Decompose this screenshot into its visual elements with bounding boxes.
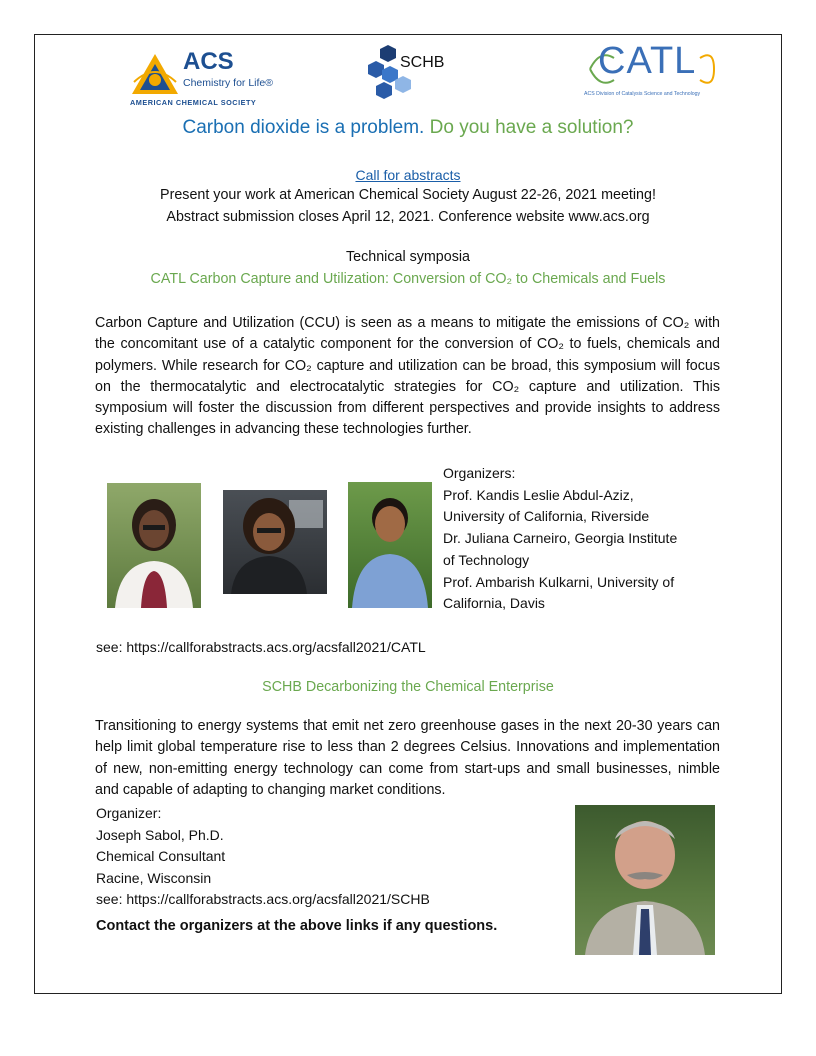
organizer-photo-sabol [575,805,715,955]
call-for-abstracts-link[interactable]: Call for abstracts [355,167,461,183]
catl-logo [582,40,722,104]
call-line-1: Present your work at American Chemical Society August 22-26, 2021 meeting! [160,187,656,203]
call-line-2: Abstract submission closes April 12, 2021. Conference website www.acs.org [166,209,650,225]
schb-organizer-name: Joseph Sabol, Ph.D. [96,826,224,843]
headline-part1: Carbon dioxide is a problem. [182,117,425,138]
schb-organizer-block [96,803,430,911]
schb-organizer-role: Chemical Consultant [96,848,226,865]
organizer-3-line-1: Prof. Ambarish Kulkarni, University of [443,573,675,590]
organizers-label: Organizers: [443,465,516,481]
schb-hexagons-icon [368,44,418,100]
organizer-1-line-2: University of California, Riverside [443,508,650,525]
schb-organizer-label: Organizer: [96,805,162,821]
catl-title: CATL Carbon Capture and Utilization: Conversion of CO₂ to Chemicals and Fuels [150,271,666,287]
catl-organizers [443,463,733,615]
headline [0,117,816,139]
headline-part2: Do you have a solution? [429,117,634,138]
schb-see-link[interactable]: see: https://callforabstracts.acs.org/acsfall2021/SCHB [96,891,430,908]
catl-see-link[interactable]: see: https://callforabstracts.acs.org/acsfall2021/CATL [96,639,426,655]
acs-tagline: Chemistry for Life® [183,77,274,89]
schb-title: SCHB Decarbonizing the Chemical Enterprise [262,679,554,695]
organizer-2-line-1: Dr. Juliana Carneiro, Georgia Institute [443,530,678,547]
organizer-photo-kulkarni [348,482,432,608]
schb-name: SCHB [400,54,445,71]
organizer-3-line-2: California, Davis [443,595,545,612]
organizer-1-line-1: Prof. Kandis Leslie Abdul-Aziz, [443,486,634,503]
acs-name: ACS [183,48,234,75]
symposia-label: Technical symposia [346,249,470,265]
acs-emblem-icon [130,52,180,98]
organizer-2-line-2: of Technology [443,551,530,568]
contact-note: Contact the organizers at the above links if any questions. [96,918,498,934]
catl-tagline: ACS Division of Catalysis Science and Technology [584,91,701,97]
catl-name: CATL [598,40,697,82]
organizer-photo-carneiro [223,490,327,594]
schb-logo [368,44,468,104]
acs-society: AMERICAN CHEMICAL SOCIETY [130,98,257,107]
schb-description: Transitioning to energy systems that emit net zero greenhouse gases in the next 20-30 years can help limit global temperature rise to less than 2 degrees Celsius. Innovations and implementation of new, non-emitting energy technology can come from start-ups and small businesses, nimble and capable of adapting to changing market conditions. [95,718,720,798]
schb-organizer-location: Racine, Wisconsin [96,869,212,886]
catl-description: Carbon Capture and Utilization (CCU) is seen as a means to mitigate the emissions of CO₂ with the concomitant use of a catalytic component for the conversion of CO₂ to fuels, chemicals and polymers. While research for CO₂ capture and utilization can be broad, this symposium will focus on the thermocatalytic and electrocatalytic strategies for CO₂ capture and utilization. This symposium will foster the discussion from different perspectives and provide insights to address existing challenges in advancing these technologies further. [95,315,720,438]
organizer-photo-abdul-aziz [107,483,201,608]
acs-logo [130,48,274,110]
